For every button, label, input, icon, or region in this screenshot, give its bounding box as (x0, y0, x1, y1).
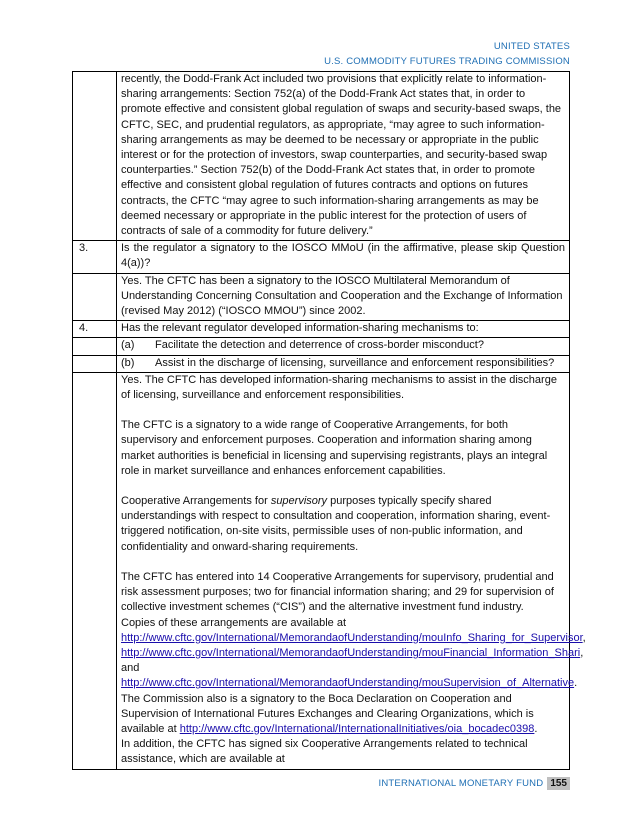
question-number: 4. (73, 321, 117, 338)
link-financial-information-sharing[interactable]: http://www.cftc.gov/International/MemorandaofUnderstanding/mouFinancial_Information_Shari (121, 646, 581, 659)
empty-number-cell (73, 355, 117, 372)
link-supervision-alternative[interactable]: http://www.cftc.gov/International/MemorandaofUnderstanding/mouSupervision_of_Alternative (121, 677, 575, 690)
answer-paragraph: Cooperative Arrangements for supervisory purposes typically specify shared understandings with respect to consultation and cooperation, information sharing, event-triggered notification, on-site visits, permissible uses of non-public information, and confidentiality and onward-sharing requirements. (121, 495, 551, 553)
empty-number-cell (73, 273, 117, 321)
sub-question-label: (b) (121, 356, 135, 369)
intro-text: recently, the Dodd-Frank Act included two provisions that explicitly relate to information-sharing arrangements: Section 752(a) of the Dodd-Frank Act states that, in order to promote effective and consistent global regulation of swaps and security-based swaps, the CFTC, SEC, and prudential regulators, as appropriate, “may agree to such information-sharing arrangements as may be deemed to be necessary or appropriate in the public interest or for the protection of investors, swap counterparties, and security-based swap counterparties.” Section 752(b) of the Dodd-Frank Act states that, in order to promote effective and consistent global regulation of futures contracts and options on futures contracts, the CFTC “may agree to such information-sharing arrangements as may be deemed necessary or appropriate in the public interest for the protection of users of contracts of sale of a commodity for future delivery.” (121, 73, 562, 238)
empty-number-cell (73, 72, 117, 241)
assessment-table (72, 71, 586, 770)
sub-question-text: Facilitate the detection and deterrence of cross-border misconduct? (155, 339, 484, 352)
sub-question-text: Assist in the discharge of licensing, surveillance and enforcement responsibilities? (155, 356, 555, 369)
answer-4 (117, 372, 586, 769)
table-row (73, 372, 570, 769)
question-4: Has the relevant regulator developed information-sharing mechanisms to: (117, 321, 570, 338)
table-row (73, 241, 570, 273)
header-agency: U.S. COMMODITY FUTURES TRADING COMMISSION (324, 56, 570, 67)
empty-number-cell (73, 338, 117, 355)
answer-3: Yes. The CFTC has been a signatory to the IOSCO Multilateral Memorandum of Understanding Concerning Consultation and Cooperation and the Exchange of Information (revised May 2012) (“IOSCO MMOU”) since 2002. (117, 273, 570, 321)
sub-question-label: (a) (121, 339, 135, 352)
link-line: http://www.cftc.gov/International/MemorandaofUnderstanding/mouFinancial_Information_Shari, and (121, 646, 584, 675)
link-info-sharing-supervisory[interactable]: http://www.cftc.gov/International/MemorandaofUnderstanding/mouInfo_Sharing_for_Supervisor (121, 631, 583, 644)
table-row (73, 321, 570, 338)
sub-question-b (117, 355, 570, 372)
question-number: 3. (73, 241, 117, 273)
page-number: 155 (547, 777, 570, 790)
empty-number-cell (73, 372, 117, 769)
link-line: http://www.cftc.gov/International/MemorandaofUnderstanding/mouSupervision_of_Alternative. The Commission also is a signatory to the Boca Declaration on Cooperation and Supervision of International Futures Exchanges and Clearing Organizations, which is available at http://www.cftc.gov/International/InternationalInitiatives/oia_bocadec0398. (121, 677, 578, 735)
table-row (73, 355, 570, 372)
footer-imf: INTERNATIONAL MONETARY FUND (378, 778, 544, 789)
answer-paragraph: In addition, the CFTC has signed six Cooperative Arrangements related to technical assistance, which are available at (121, 738, 528, 766)
header-country: UNITED STATES (493, 41, 570, 52)
sub-question-a (117, 338, 570, 355)
link-boca-declaration[interactable]: http://www.cftc.gov/International/InternationalInitiatives/oia_bocadec0398 (179, 722, 535, 735)
answer-paragraph: The CFTC is a signatory to a wide range of Cooperative Arrangements, for both supervisory and enforcement purposes. Cooperation and information sharing among market authorities is beneficial in licensing and supervising registrants, plays an integral role in market surveillance and enhances enforcement capabilities. (121, 419, 548, 477)
emphasis-supervisory: supervisory (270, 495, 328, 508)
copies-line: Copies of these arrangements are available at (121, 616, 347, 629)
footer (379, 777, 571, 790)
answer-paragraph: The CFTC has entered into 14 Cooperative Arrangements for supervisory, prudential and risk assessment purposes; two for financial information sharing; and 29 for supervision of collective investment schemes (“CIS”) and the alternative investment fund industry. (121, 570, 554, 614)
answer-paragraph: Yes. The CFTC has developed information-sharing mechanisms to assist in the discharge of licensing, surveillance and enforcement responsibilities. (121, 373, 557, 402)
intro-cell (117, 72, 570, 241)
table-row (73, 338, 570, 355)
link-line: http://www.cftc.gov/International/MemorandaofUnderstanding/mouInfo_Sharing_for_Supervisor, (121, 631, 586, 644)
question-3: Is the regulator a signatory to the IOSCO MMoU (in the affirmative, please skip Question 4(a))? (117, 241, 570, 273)
table-row (73, 72, 570, 241)
table-row (73, 273, 570, 321)
